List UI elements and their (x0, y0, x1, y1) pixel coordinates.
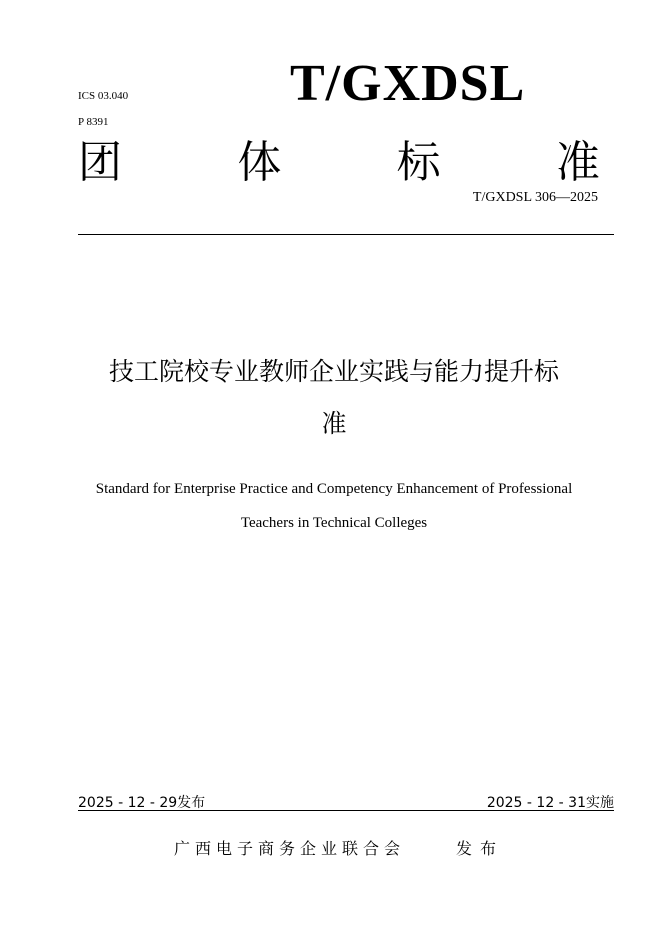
standard-brand: T/GXDSL (290, 55, 526, 112)
english-title (60, 472, 608, 540)
standard-category (78, 136, 600, 190)
implement-date: 2025 - 12 - 31实施 (486, 795, 614, 811)
publish-label: 发布 (456, 839, 505, 858)
category-char: 团 (78, 137, 122, 188)
category-char: 体 (237, 137, 282, 188)
standard-number: T/GXDSL 306—2025 (472, 190, 598, 205)
ccs-code: P 8391 (78, 116, 109, 128)
footer-divider (78, 810, 614, 811)
english-title-line: Standard for Enterprise Practice and Competency Enhancement of Professional (95, 481, 573, 497)
chinese-title-line: 准 (321, 409, 347, 438)
ics-code: ICS 03.040 (78, 90, 129, 102)
chinese-title-line: 技工院校专业教师企业实践与能力提升标 (108, 357, 559, 386)
english-title-line: Teachers in Technical Colleges (240, 515, 428, 531)
category-char: 准 (555, 137, 600, 188)
header-divider (78, 234, 614, 235)
chinese-title (60, 346, 608, 450)
category-char: 标 (396, 137, 441, 188)
publisher-name: 广西电子商务企业联合会 (174, 839, 406, 858)
release-date: 2025 - 12 - 29发布 (78, 795, 206, 811)
